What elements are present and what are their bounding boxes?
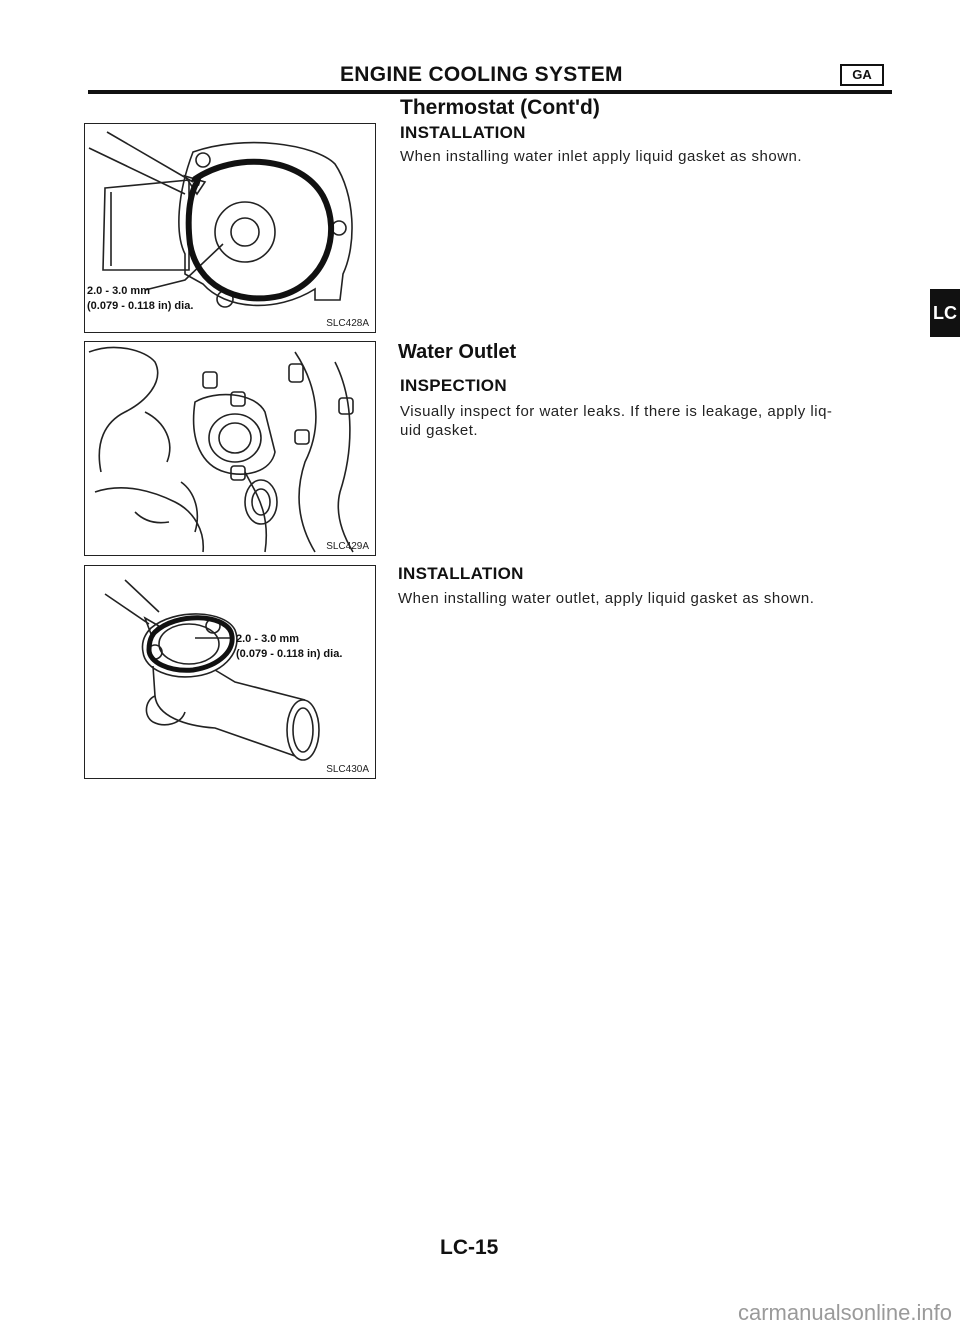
inspection-line-1: Visually inspect for water leaks. If there is leakage, apply liq- (400, 403, 833, 420)
water-outlet-installation-text: When installing water outlet, apply liquid gasket as shown. (398, 590, 815, 607)
engine-badge: GA (840, 64, 884, 86)
figure-water-inlet (84, 123, 376, 333)
fig1-callout-in: (0.079 - 0.118 in) dia. (87, 300, 194, 312)
figure-water-outlet-engine (84, 341, 376, 556)
thermostat-installation-text: When installing water inlet apply liquid gasket as shown. (400, 148, 803, 165)
water-outlet-inspection-text (400, 402, 832, 440)
fig3-callout-in: (0.079 - 0.118 in) dia. (236, 648, 343, 660)
inspection-line-2: uid gasket. (400, 422, 479, 439)
fig3-bead-callout (236, 632, 342, 662)
water-outlet-part-illustration (85, 566, 375, 778)
figure-water-outlet-part (84, 565, 376, 779)
water-outlet-title: Water Outlet (398, 341, 517, 363)
fig2-code: SLC429A (326, 541, 369, 552)
page-header-title: ENGINE COOLING SYSTEM (340, 63, 623, 86)
fig1-callout-mm: 2.0 - 3.0 mm (87, 285, 150, 297)
thermostat-installation-heading: INSTALLATION (400, 123, 526, 142)
water-outlet-installation-heading: INSTALLATION (398, 564, 524, 583)
water-outlet-engine-illustration (85, 342, 375, 555)
fig1-code: SLC428A (326, 318, 369, 329)
site-watermark: carmanualsonline.info (737, 1300, 952, 1325)
header-rule (88, 90, 892, 94)
section-tab-lc[interactable]: LC (930, 289, 960, 337)
fig3-code: SLC430A (326, 764, 369, 775)
fig1-bead-callout (87, 284, 193, 314)
page-number: LC-15 (440, 1236, 499, 1259)
water-outlet-inspection-heading: INSPECTION (400, 376, 507, 395)
section-title: Thermostat (Cont'd) (400, 96, 600, 119)
fig3-callout-mm: 2.0 - 3.0 mm (236, 633, 299, 645)
